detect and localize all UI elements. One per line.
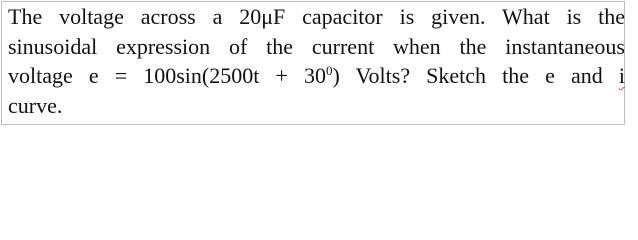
degree-superscript: 0 <box>325 63 333 78</box>
question-line-1: The voltage across a 20μF capacitor is given. What is the <box>8 4 625 29</box>
question-text <box>8 2 625 120</box>
question-line-2: sinusoidal expression of the current when the instantaneous <box>8 33 625 59</box>
question-line-3-rest: ) Volts? Sketch the e and <box>332 63 619 88</box>
spellcheck-flagged-word: i <box>618 63 625 88</box>
question-line-3 <box>8 61 625 91</box>
equation-text: voltage e = 100sin(2500t + 30 <box>8 63 326 88</box>
question-line-4: curve. <box>8 92 63 118</box>
